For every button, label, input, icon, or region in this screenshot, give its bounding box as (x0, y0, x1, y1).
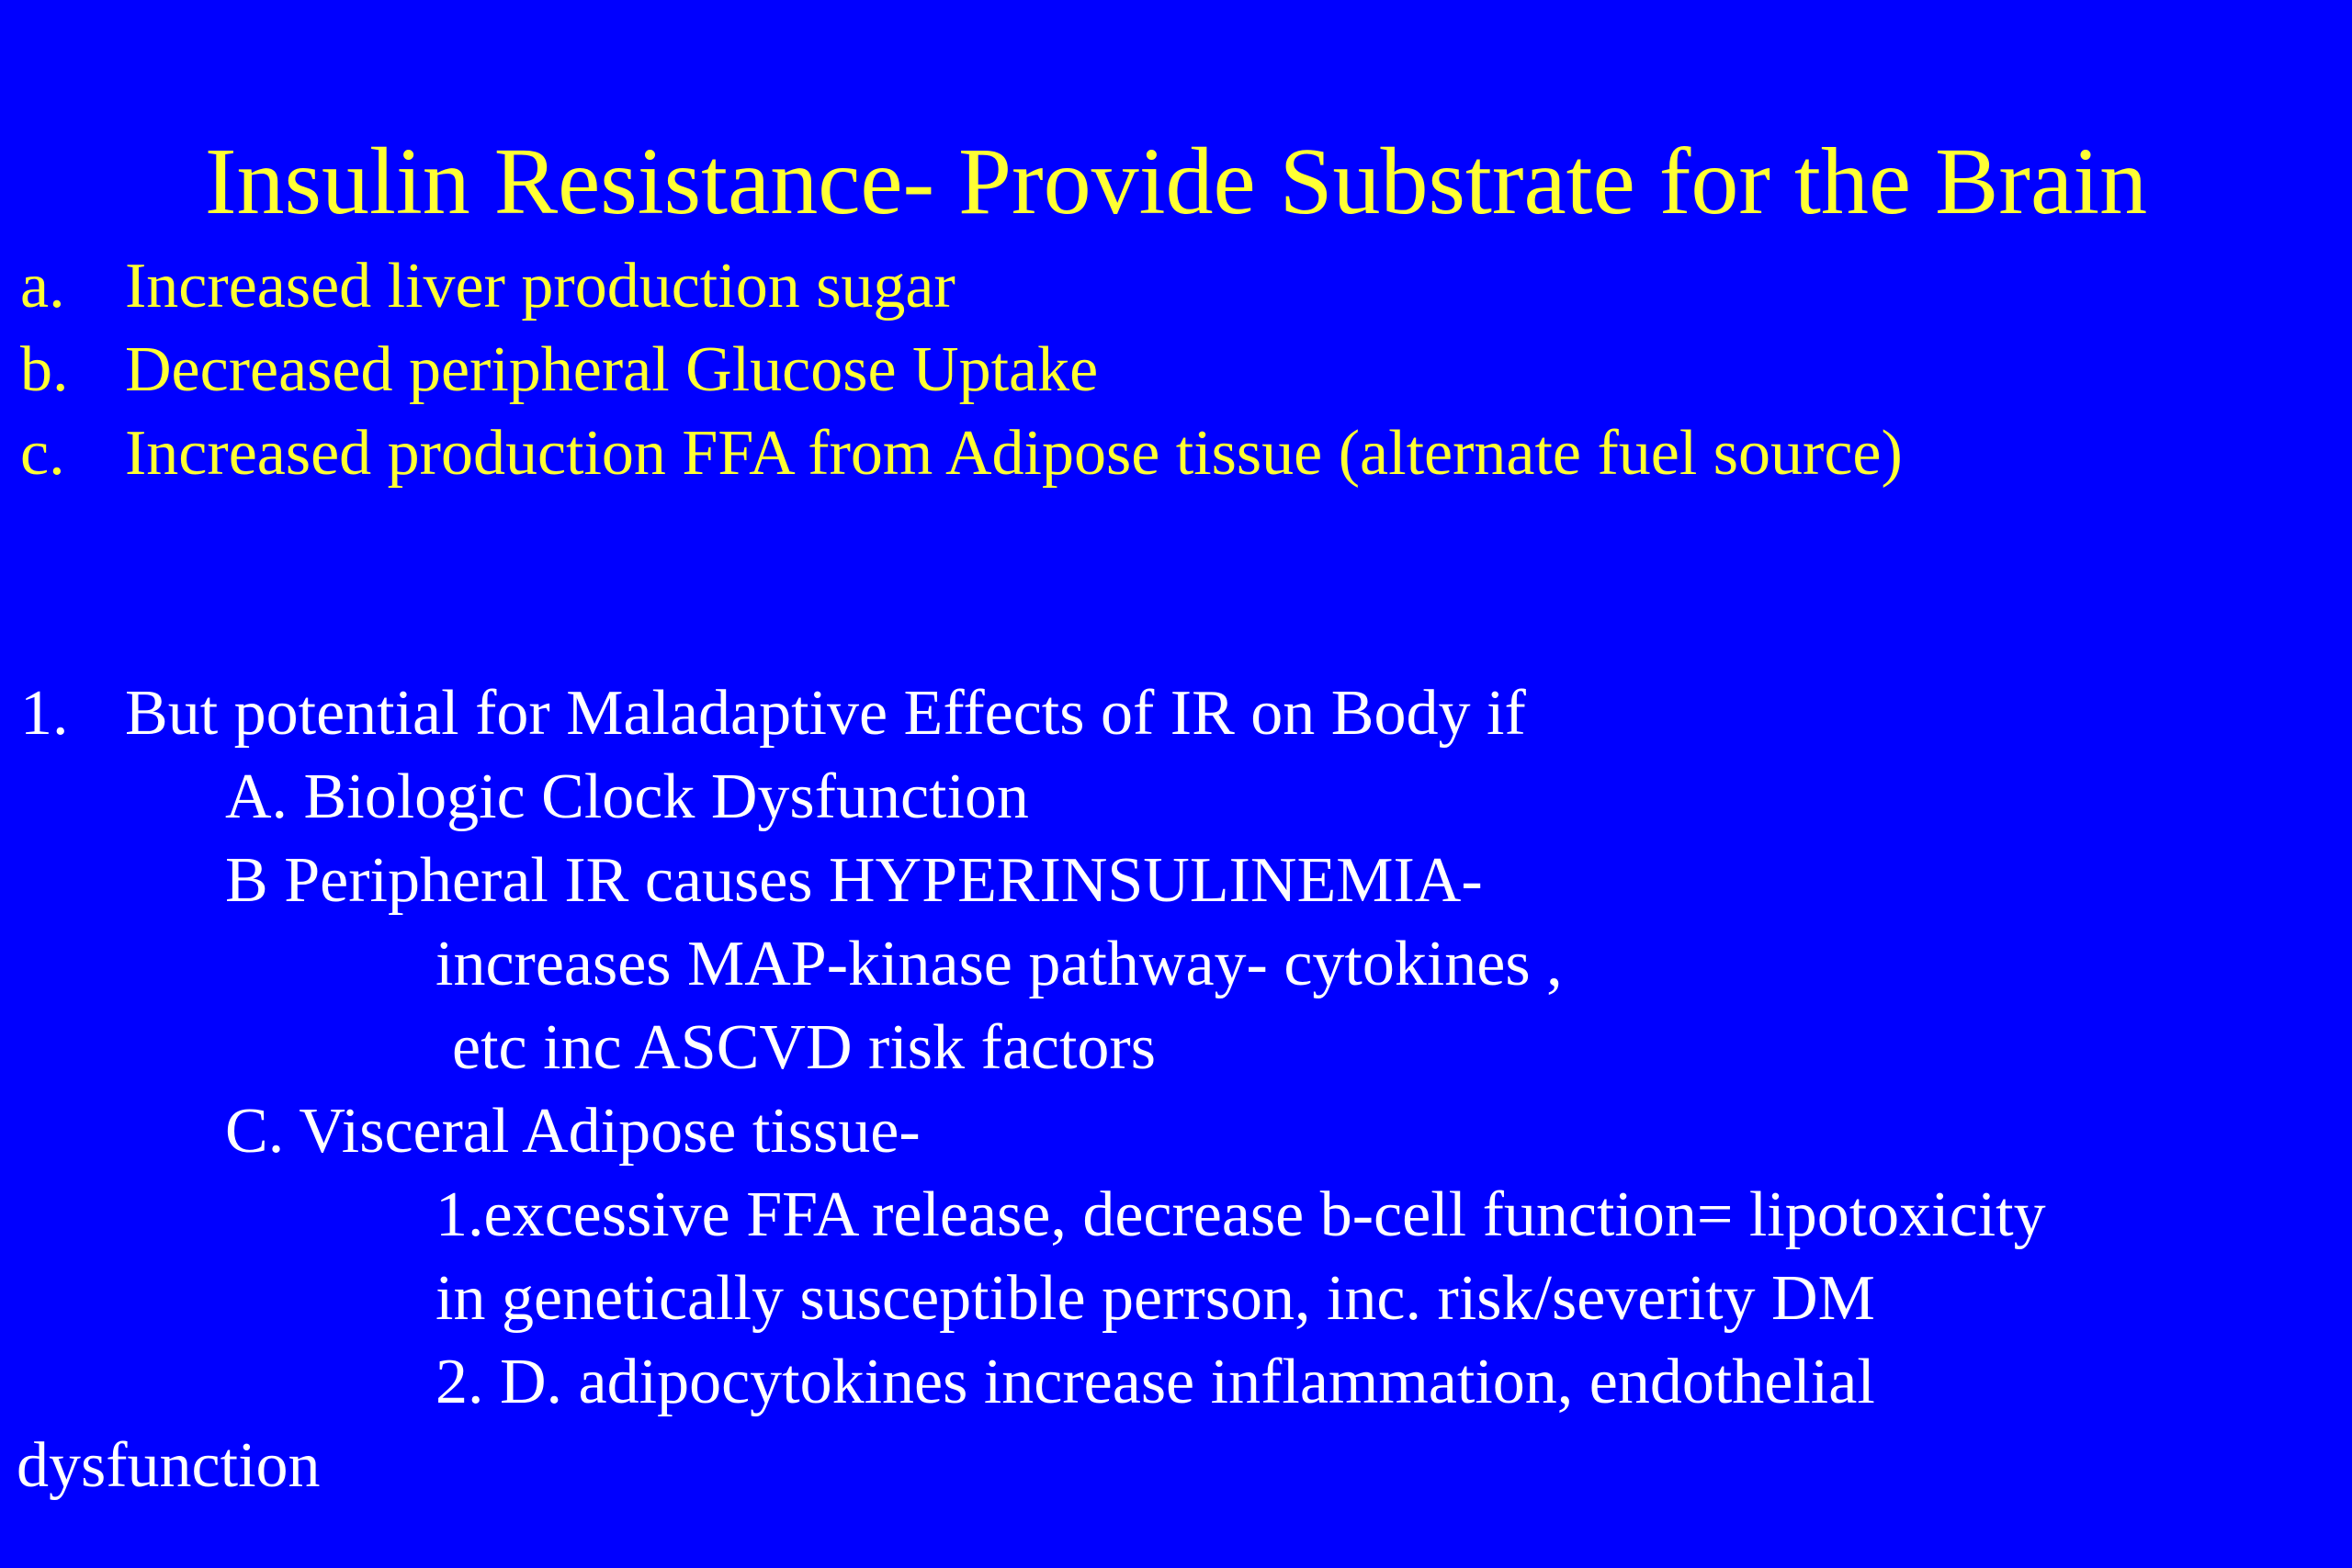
list-marker: a. (20, 251, 65, 321)
sub-item-b-line-3: etc inc ASCVD risk factors (452, 1012, 1156, 1083)
sub-item-b-line-2: increases MAP-kinase pathway- cytokines , (435, 929, 1563, 999)
list-item-text: Increased production FFA from Adipose tissue (alternate fuel source) (125, 418, 1903, 489)
list-marker: b. (20, 334, 69, 405)
sub-item-c: C. Visceral Adipose tissue- (225, 1096, 921, 1167)
numbered-item-1 (0, 671, 2352, 756)
list-marker: 1. (20, 678, 69, 749)
list-item-c (0, 412, 2352, 496)
sub-item-c-point-2: 2. D. adipocytokines increase inflammation, endothelial (435, 1347, 1875, 1417)
slide-title: Insulin Resistance- Provide Substrate for the Brain (204, 129, 2148, 234)
list-item-text: Increased liver production sugar (125, 251, 956, 321)
list-item-text: But potential for Maladaptive Effects of IR on Body if (125, 678, 1526, 749)
sub-item-c-point-1: 1.excessive FFA release, decrease b-cell function= lipotoxicity (435, 1179, 2046, 1250)
list-item-b (0, 328, 2352, 412)
list-item-a (0, 244, 2352, 329)
sub-item-c-point-2-line-2: dysfunction (17, 1430, 321, 1501)
sub-item-c-point-1-line-2: in genetically susceptible perrson, inc. risk/severity DM (435, 1263, 1875, 1334)
list-marker: c. (20, 418, 65, 489)
sub-item-a: A. Biologic Clock Dysfunction (225, 761, 1029, 832)
sub-item-b: B Peripheral IR causes HYPERINSULINEMIA- (225, 845, 1483, 916)
list-item-text: Decreased peripheral Glucose Uptake (125, 334, 1099, 405)
